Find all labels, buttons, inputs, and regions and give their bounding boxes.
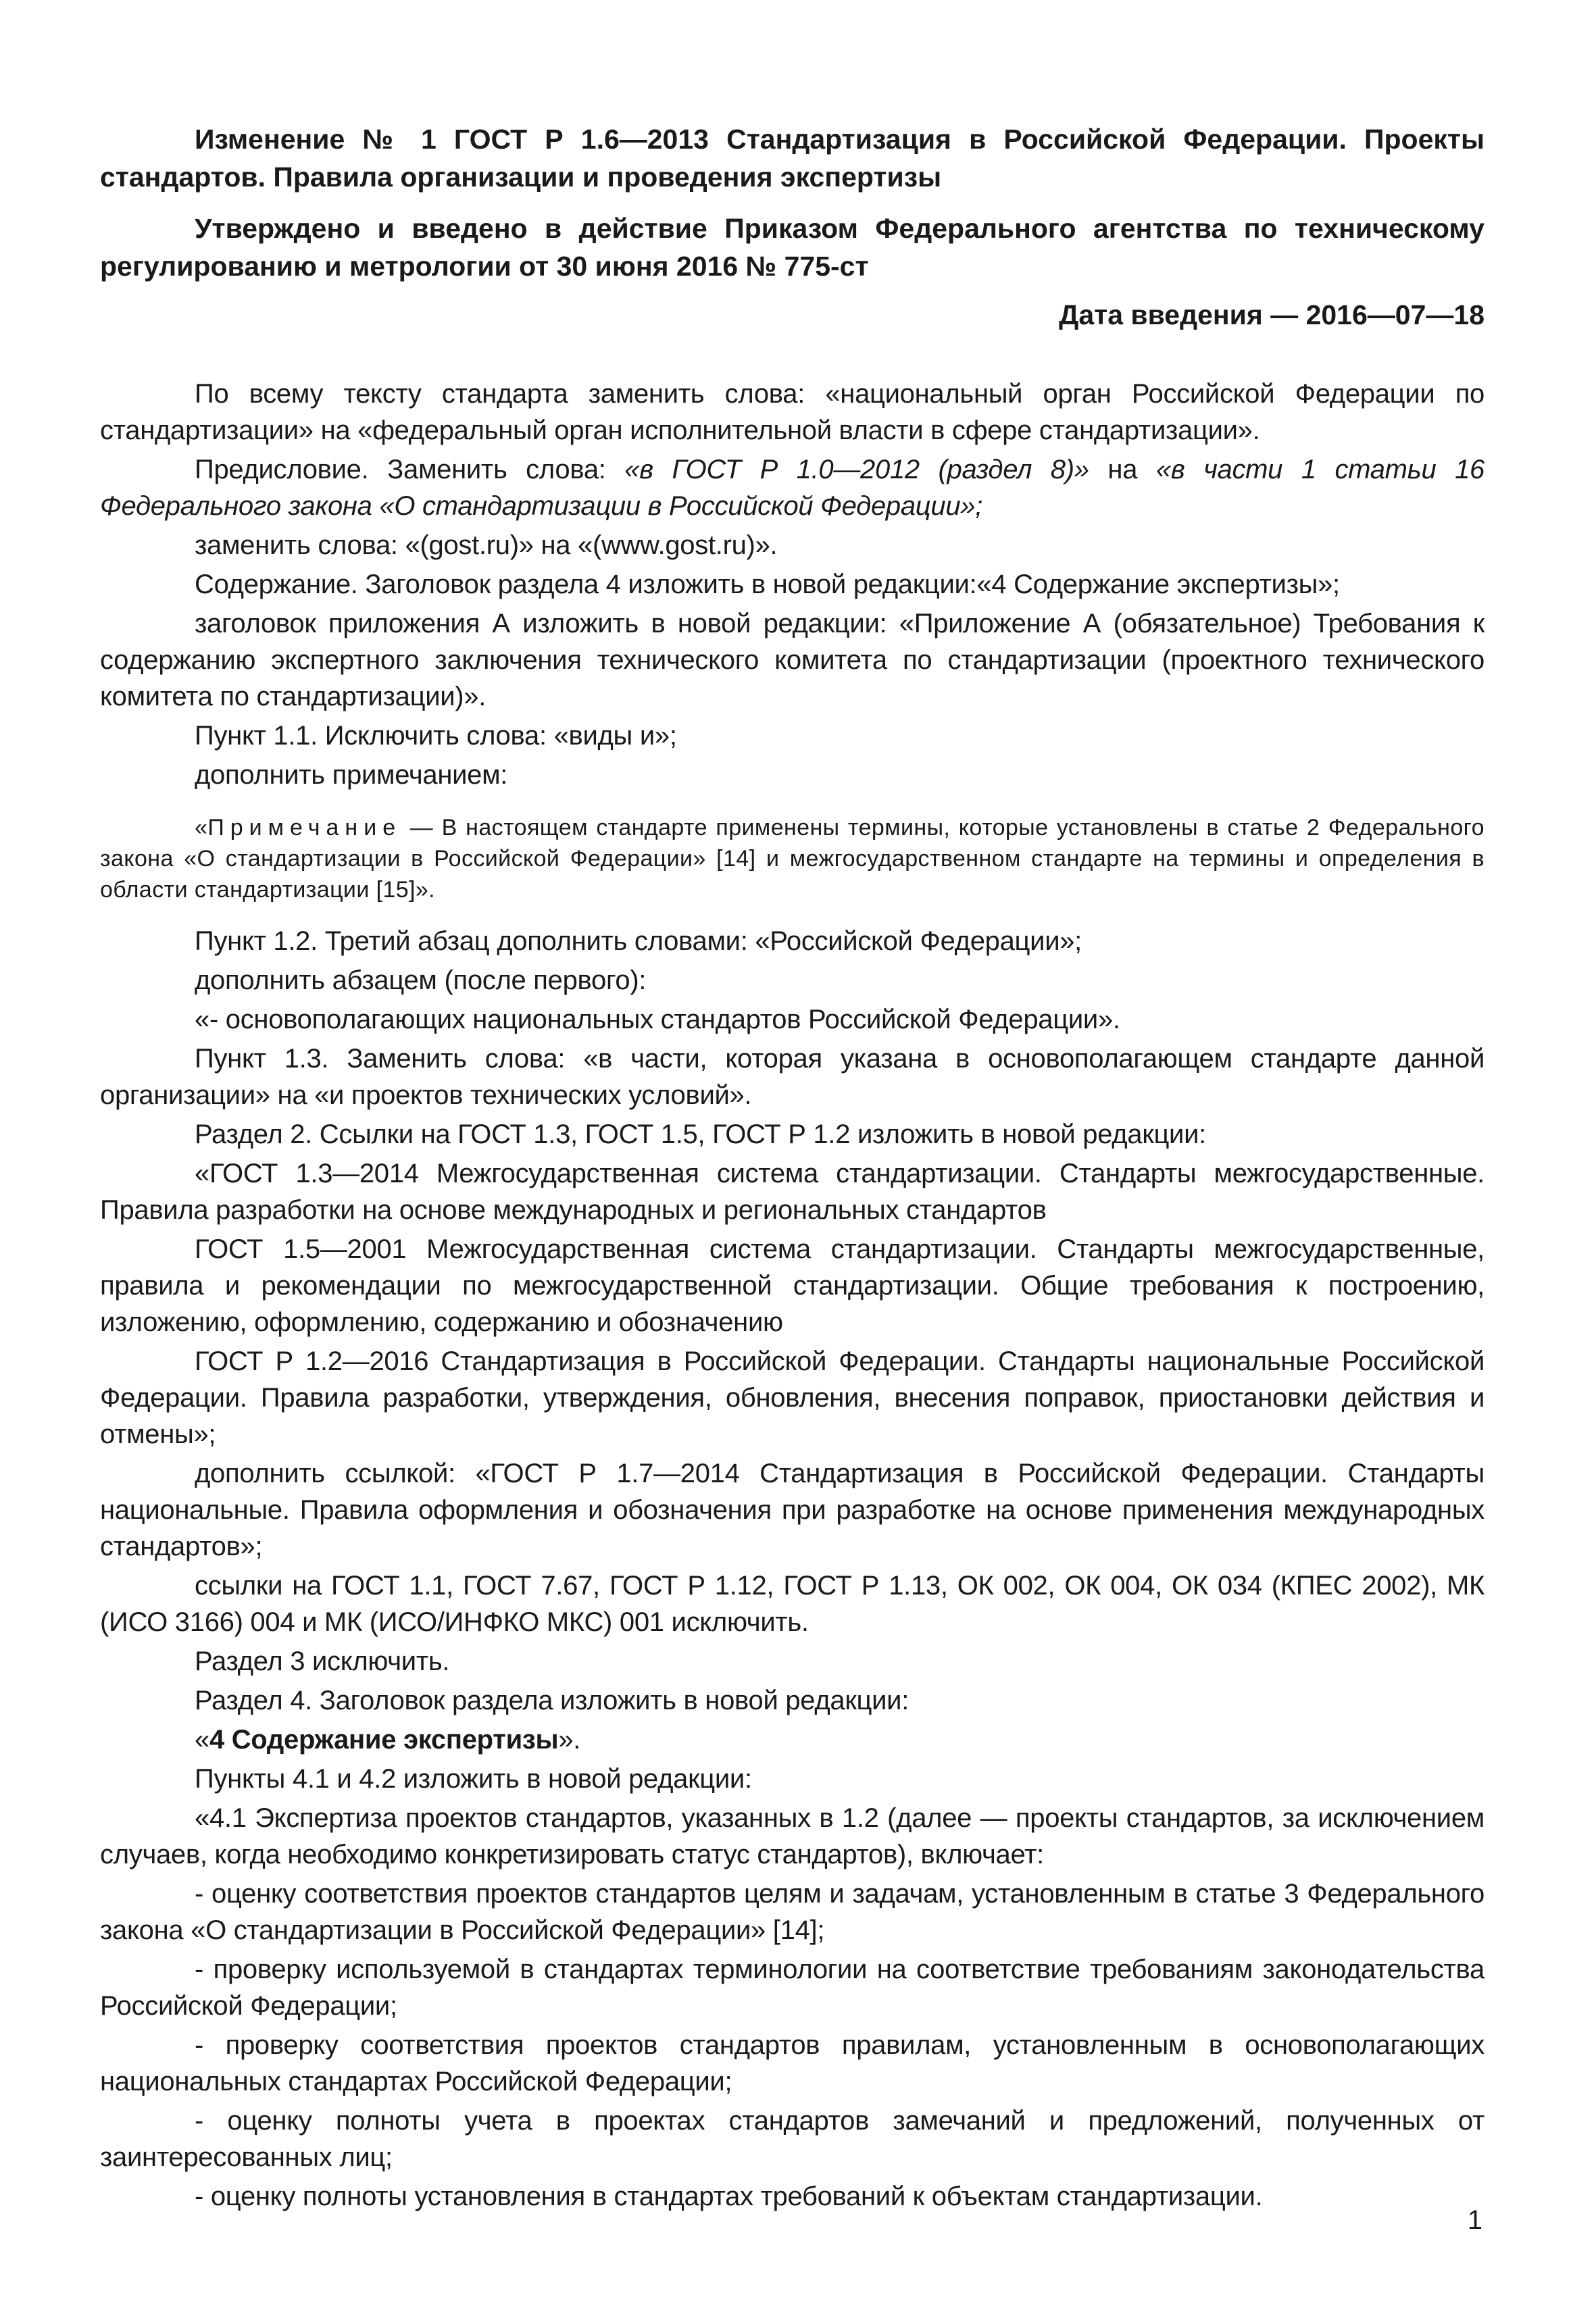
italic-quote: «в ГОСТ Р 1.0—2012 (раздел 8)»	[624, 455, 1089, 484]
page-number: 1	[1467, 2205, 1482, 2235]
paragraph: Раздел 3 исключить.	[195, 1646, 450, 1676]
list-item: - оценку полноты учета в проектах стандартов замечаний и предложений, полученных от заинтересованных лиц;	[100, 2106, 1485, 2172]
list-item: - проверку используемой в стандартах терминологии на соответствие требованиям законодательства Российской Федерации;	[100, 1955, 1485, 2021]
paragraph: Пункт 1.2. Третий абзац дополнить словами: «Российской Федерации»;	[195, 926, 1082, 956]
paragraph: Пункты 4.1 и 4.2 изложить в новой редакции:	[195, 1764, 752, 1794]
paragraph: заменить слова: «(gost.ru)» на «(www.gost.ru)».	[195, 530, 778, 560]
approval-statement: Утверждено и введено в действие Приказом Федерального агентства по техническому регулированию и метрологии от 30 июня 2016 № 775-ст	[100, 213, 1485, 282]
paragraph: дополнить абзацем (после первого):	[195, 965, 647, 995]
section-heading-quote: 4 Содержание экспертизы	[209, 1725, 559, 1755]
paragraph: «4 Содержание экспертизы».	[195, 1725, 581, 1755]
list-item: - оценку полноты установления в стандартах требований к объектам стандартизации.	[195, 2182, 1263, 2211]
paragraph: ГОСТ Р 1.2—2016 Стандартизация в Российской Федерации. Стандарты национальные Российской Федерации. Правила разработки, утверждения, обновления, внесения поправок, приостановки действия и отмены»;	[100, 1347, 1485, 1449]
paragraph: Раздел 2. Ссылки на ГОСТ 1.3, ГОСТ 1.5, ГОСТ Р 1.2 изложить в новой редакции:	[195, 1120, 1206, 1149]
italic-quote: «в части 1 статьи 16 Федерального закона «О стандартизации в Российской Федерации»;	[100, 455, 1485, 521]
paragraph: Раздел 4. Заголовок раздела изложить в новой редакции:	[195, 1686, 909, 1715]
paragraph: «ГОСТ 1.3—2014 Межгосударственная система стандартизации. Стандарты межгосударственные. Правила разработки на основе международных и региональных стандартов	[100, 1159, 1485, 1225]
paragraph: Содержание. Заголовок раздела 4 изложить в новой редакции:«4 Содержание экспертизы»;	[195, 570, 1340, 599]
paragraph: «- основополагающих национальных стандартов Российской Федерации».	[195, 1005, 1120, 1034]
paragraph: Пункт 1.1. Исключить слова: «виды и»;	[195, 721, 677, 751]
paragraph: дополнить ссылкой: «ГОСТ Р 1.7—2014 Стандартизация в Российской Федерации. Стандарты национальные. Правила оформления и обозначения при разработке на основе применения международных стандартов»;	[100, 1459, 1485, 1561]
note: «Примечание — В настоящем стандарте применены термины, которые установлены в статье 2 Федерального закона «О стандартизации в Российской Федерации» [14] и межгосударственном стандарте на термины и определения в области стандартизации [15]».	[100, 815, 1485, 903]
paragraph: Предисловие. Заменить слова: «в ГОСТ Р 1.0—2012 (раздел 8)» на «в части 1 статьи 16 Федерального закона «О стандартизации в Российской Федерации»;	[100, 455, 1485, 521]
paragraph: Пункт 1.3. Заменить слова: «в части, которая указана в основополагающем стандарте данной организации» на «и проектов технических условий».	[100, 1044, 1485, 1110]
paragraph: ГОСТ 1.5—2001 Межгосударственная система стандартизации. Стандарты межгосударственные, правила и рекомендации по межгосударственной стандартизации. Общие требования к построению, изложению, оформлению, содержанию и обозначению	[100, 1234, 1485, 1337]
list-item: - проверку соответствия проектов стандартов правилам, установленным в основополагающих национальных стандартах Российской Федерации;	[100, 2030, 1485, 2096]
effective-date: Дата введения — 2016—07—18	[1059, 299, 1485, 330]
note-label: Примечание	[207, 815, 402, 840]
paragraph: заголовок приложения А изложить в новой редакции: «Приложение А (обязательное) Требования к содержанию экспертного заключения технического комитета по стандартизации (проектного технического комитета по стандартизации)».	[100, 609, 1485, 711]
amendment-title: Изменение № 1 ГОСТ Р 1.6—2013 Стандартизация в Российской Федерации. Проекты стандартов. Правила организации и проведения экспертизы	[100, 124, 1485, 193]
list-item: - оценку соответствия проектов стандартов целям и задачам, установленным в статье 3 Федерального закона «О стандартизации в Российской Федерации» [14];	[100, 1879, 1485, 1945]
paragraph: «4.1 Экспертиза проектов стандартов, указанных в 1.2 (далее — проекты стандартов, за исключением случаев, когда необходимо конкретизировать статус стандартов), включает:	[100, 1803, 1485, 1869]
paragraph: По всему тексту стандарта заменить слова: «национальный орган Российской Федерации по стандартизации» на «федеральный орган исполнительной власти в сфере стандартизации».	[100, 379, 1485, 445]
document-body	[100, 376, 1485, 2215]
paragraph: дополнить примечанием:	[195, 760, 508, 790]
paragraph: ссылки на ГОСТ 1.1, ГОСТ 7.67, ГОСТ Р 1.12, ГОСТ Р 1.13, ОК 002, ОК 004, ОК 034 (КПЕС 2002), МК (ИСО 3166) 004 и МК (ИСО/ИНФКО МКС) 001 исключить.	[100, 1571, 1485, 1637]
